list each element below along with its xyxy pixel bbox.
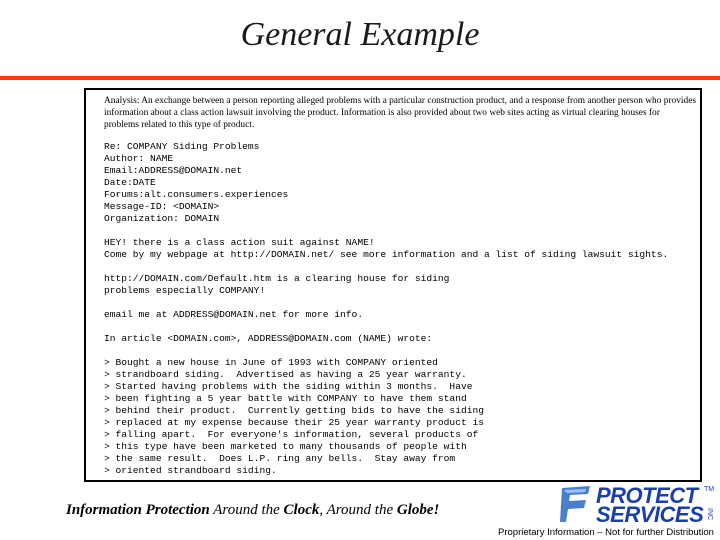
body-line: HEY! there is a class action suit against NAME! [104,237,375,248]
tagline-part: Globe! [396,502,440,518]
analysis-text: Analysis: An exchange between a person reporting alleged problems with a particular construction product, and a response from another person who provides information about a class action lawsuit involving the product. Information is also provided about two web sites acting as virtual clearing houses for problems related to this type of product. [104,96,697,130]
header-line: Author: NAME [104,153,174,164]
body-line: problems especially COMPANY! [104,285,266,296]
quoted-line: > been fighting a 5 year battle with COMPANY to have them stand [104,393,467,404]
footer-tagline [66,502,439,519]
tagline-part: Around the [209,502,284,518]
quoted-line: > behind their product. Currently getting bids to have the siding [104,405,484,416]
header-line: Forums:alt.consumers.experiences [104,189,289,200]
tagline-part: , Around the [319,502,397,518]
quoted-line: > oriented strandboard siding. [104,465,277,476]
slide-title: General Example [240,16,480,53]
body-line: http://DOMAIN.com/Default.htm is a clearing house for siding [104,273,450,284]
quoted-line: > strandboard siding. Advertised as having a 25 year warranty. [104,369,467,380]
header-line: Email:ADDRESS@DOMAIN.net [104,165,243,176]
header-line: Date:DATE [104,177,156,188]
quoted-line: > the same result. Does L.P. ring any bells. Stay away from [104,453,456,464]
trademark-mark: TM [704,486,715,493]
body-line: In article <DOMAIN.com>, ADDRESS@DOMAIN.com (NAME) wrote: [104,333,433,344]
header-line: Organization: DOMAIN [104,213,220,224]
quoted-line: > falling apart. For everyone's information, several products of [104,429,479,440]
quoted-line: > replaced at my expense because their 25 year warranty product is [104,417,484,428]
logo-services-text: SERVICES [596,502,704,527]
quoted-line: > Bought a new house in June of 1993 with COMPANY oriented [104,357,438,368]
inc-mark: INC [706,508,713,521]
quoted-line: > Started having problems with the siding within 3 months. Have [104,381,473,392]
tagline-part: Clock [283,502,320,518]
header-line: Message-ID: <DOMAIN> [104,201,220,212]
logo-protect-text: PROTECT [596,483,698,508]
quoted-line: > this type have been marketed to many thousands of people with [104,441,467,452]
header-line: Re: COMPANY Siding Problems [104,141,260,152]
body-line: Come by my webpage at http://DOMAIN.net/ see more information and a list of siding lawsuit sights. [104,249,669,260]
tagline-part: Information Protection [66,502,210,518]
body-line: email me at ADDRESS@DOMAIN.net for more info. [104,309,364,320]
shield-icon [560,484,594,524]
proprietary-notice: Proprietary Information – Not for further Distribution [498,527,714,538]
